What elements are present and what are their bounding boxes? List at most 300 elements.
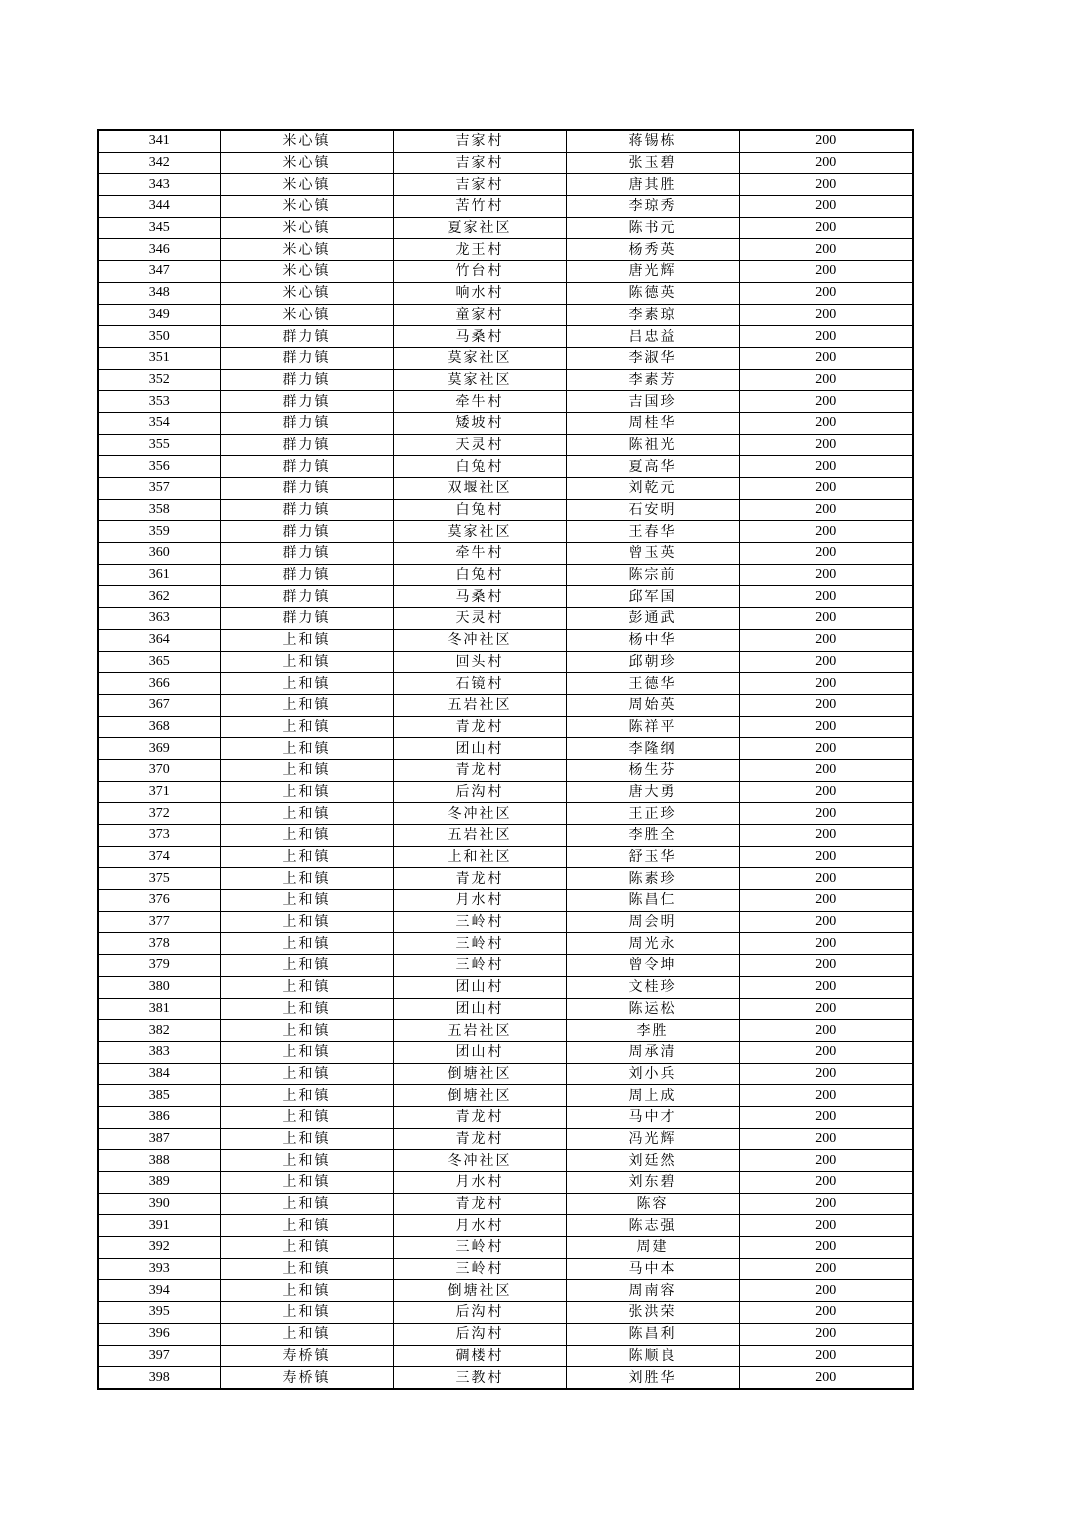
table-row (98, 239, 913, 261)
amount-cell: 200 (739, 1237, 913, 1259)
town-cell: 上和镇 (220, 1172, 393, 1194)
amount-cell: 200 (739, 868, 913, 890)
table-row (98, 1345, 913, 1367)
table-row (98, 933, 913, 955)
serial-number-cell: 392 (98, 1237, 220, 1259)
town-cell: 上和镇 (220, 1085, 393, 1107)
village-cell: 石镜村 (393, 673, 566, 695)
amount-cell: 200 (739, 196, 913, 218)
town-cell: 米心镇 (220, 304, 393, 326)
table-row (98, 1172, 913, 1194)
person-name-cell: 陈祥平 (566, 716, 739, 738)
table-row (98, 130, 913, 152)
amount-cell: 200 (739, 759, 913, 781)
person-name-cell: 马中本 (566, 1258, 739, 1280)
table-row (98, 998, 913, 1020)
person-name-cell: 王春华 (566, 521, 739, 543)
town-cell: 群力镇 (220, 434, 393, 456)
amount-cell: 200 (739, 1345, 913, 1367)
serial-number-cell: 379 (98, 955, 220, 977)
table-row (98, 586, 913, 608)
amount-cell: 200 (739, 261, 913, 283)
town-cell: 群力镇 (220, 456, 393, 478)
village-cell: 后沟村 (393, 1302, 566, 1324)
serial-number-cell: 345 (98, 217, 220, 239)
village-cell: 五岩社区 (393, 1020, 566, 1042)
town-cell: 米心镇 (220, 261, 393, 283)
town-cell: 群力镇 (220, 586, 393, 608)
person-name-cell: 冯光辉 (566, 1128, 739, 1150)
town-cell: 群力镇 (220, 347, 393, 369)
serial-number-cell: 385 (98, 1085, 220, 1107)
table-row (98, 955, 913, 977)
village-cell: 马桑村 (393, 326, 566, 348)
serial-number-cell: 363 (98, 608, 220, 630)
village-cell: 回头村 (393, 651, 566, 673)
person-name-cell: 张玉碧 (566, 152, 739, 174)
town-cell: 上和镇 (220, 911, 393, 933)
town-cell: 上和镇 (220, 998, 393, 1020)
town-cell: 上和镇 (220, 868, 393, 890)
serial-number-cell: 356 (98, 456, 220, 478)
village-cell: 后沟村 (393, 1323, 566, 1345)
person-name-cell: 文桂珍 (566, 976, 739, 998)
town-cell: 上和镇 (220, 955, 393, 977)
person-name-cell: 李淑华 (566, 347, 739, 369)
person-name-cell: 李琼秀 (566, 196, 739, 218)
person-name-cell: 周桂华 (566, 412, 739, 434)
serial-number-cell: 398 (98, 1367, 220, 1389)
table-row (98, 412, 913, 434)
town-cell: 上和镇 (220, 1215, 393, 1237)
amount-cell: 200 (739, 369, 913, 391)
person-name-cell: 周始英 (566, 694, 739, 716)
amount-cell: 200 (739, 1215, 913, 1237)
village-cell: 响水村 (393, 282, 566, 304)
amount-cell: 200 (739, 651, 913, 673)
amount-cell: 200 (739, 174, 913, 196)
amount-cell: 200 (739, 239, 913, 261)
town-cell: 上和镇 (220, 1323, 393, 1345)
person-name-cell: 陈容 (566, 1193, 739, 1215)
serial-number-cell: 342 (98, 152, 220, 174)
town-cell: 群力镇 (220, 326, 393, 348)
town-cell: 上和镇 (220, 781, 393, 803)
table-row (98, 673, 913, 695)
village-cell: 月水村 (393, 1172, 566, 1194)
amount-cell: 200 (739, 1172, 913, 1194)
person-name-cell: 李胜 (566, 1020, 739, 1042)
table-row (98, 347, 913, 369)
serial-number-cell: 377 (98, 911, 220, 933)
person-name-cell: 陈顺良 (566, 1345, 739, 1367)
person-name-cell: 夏高华 (566, 456, 739, 478)
town-cell: 群力镇 (220, 499, 393, 521)
table-row (98, 1237, 913, 1259)
table-row (98, 326, 913, 348)
village-cell: 三岭村 (393, 1258, 566, 1280)
person-name-cell: 陈宗前 (566, 564, 739, 586)
village-cell: 青龙村 (393, 1106, 566, 1128)
village-cell: 青龙村 (393, 1193, 566, 1215)
village-cell: 双堰社区 (393, 478, 566, 500)
table-row (98, 911, 913, 933)
serial-number-cell: 349 (98, 304, 220, 326)
serial-number-cell: 343 (98, 174, 220, 196)
person-name-cell: 刘胜华 (566, 1367, 739, 1389)
serial-number-cell: 372 (98, 803, 220, 825)
table-row (98, 261, 913, 283)
town-cell: 上和镇 (220, 803, 393, 825)
table-row (98, 1085, 913, 1107)
amount-cell: 200 (739, 456, 913, 478)
serial-number-cell: 361 (98, 564, 220, 586)
person-name-cell: 张洪荣 (566, 1302, 739, 1324)
town-cell: 上和镇 (220, 1258, 393, 1280)
table-row (98, 759, 913, 781)
village-cell: 三岭村 (393, 911, 566, 933)
village-cell: 后沟村 (393, 781, 566, 803)
table-row (98, 543, 913, 565)
person-name-cell: 周光永 (566, 933, 739, 955)
person-name-cell: 陈昌利 (566, 1323, 739, 1345)
village-cell: 团山村 (393, 1041, 566, 1063)
table-row (98, 1106, 913, 1128)
serial-number-cell: 352 (98, 369, 220, 391)
village-cell: 青龙村 (393, 759, 566, 781)
table-row (98, 369, 913, 391)
town-cell: 上和镇 (220, 1041, 393, 1063)
village-cell: 冬冲社区 (393, 803, 566, 825)
amount-cell: 200 (739, 543, 913, 565)
amount-cell: 200 (739, 890, 913, 912)
serial-number-cell: 362 (98, 586, 220, 608)
town-cell: 上和镇 (220, 694, 393, 716)
town-cell: 群力镇 (220, 478, 393, 500)
town-cell: 群力镇 (220, 608, 393, 630)
table-row (98, 629, 913, 651)
village-cell: 团山村 (393, 738, 566, 760)
town-cell: 上和镇 (220, 1063, 393, 1085)
person-name-cell: 周建 (566, 1237, 739, 1259)
town-cell: 上和镇 (220, 933, 393, 955)
village-cell: 莫家社区 (393, 521, 566, 543)
amount-cell: 200 (739, 217, 913, 239)
table-body (98, 130, 913, 1389)
serial-number-cell: 358 (98, 499, 220, 521)
town-cell: 寿桥镇 (220, 1367, 393, 1389)
village-cell: 月水村 (393, 890, 566, 912)
serial-number-cell: 351 (98, 347, 220, 369)
amount-cell: 200 (739, 1063, 913, 1085)
town-cell: 上和镇 (220, 1150, 393, 1172)
amount-cell: 200 (739, 825, 913, 847)
village-cell: 青龙村 (393, 716, 566, 738)
table-row (98, 868, 913, 890)
village-cell: 三岭村 (393, 955, 566, 977)
amount-cell: 200 (739, 130, 913, 152)
amount-cell: 200 (739, 391, 913, 413)
serial-number-cell: 389 (98, 1172, 220, 1194)
table-row (98, 608, 913, 630)
serial-number-cell: 341 (98, 130, 220, 152)
serial-number-cell: 390 (98, 1193, 220, 1215)
town-cell: 上和镇 (220, 1020, 393, 1042)
serial-number-cell: 354 (98, 412, 220, 434)
serial-number-cell: 380 (98, 976, 220, 998)
town-cell: 群力镇 (220, 369, 393, 391)
serial-number-cell: 344 (98, 196, 220, 218)
table-row (98, 1041, 913, 1063)
amount-cell: 200 (739, 347, 913, 369)
village-cell: 倒塘社区 (393, 1280, 566, 1302)
town-cell: 群力镇 (220, 391, 393, 413)
person-name-cell: 陈德英 (566, 282, 739, 304)
serial-number-cell: 364 (98, 629, 220, 651)
serial-number-cell: 371 (98, 781, 220, 803)
person-name-cell: 周会明 (566, 911, 739, 933)
town-cell: 上和镇 (220, 846, 393, 868)
amount-cell: 200 (739, 1280, 913, 1302)
serial-number-cell: 395 (98, 1302, 220, 1324)
table-row (98, 1367, 913, 1389)
serial-number-cell: 353 (98, 391, 220, 413)
village-cell: 团山村 (393, 998, 566, 1020)
town-cell: 上和镇 (220, 890, 393, 912)
serial-number-cell: 383 (98, 1041, 220, 1063)
village-cell: 五岩社区 (393, 825, 566, 847)
village-cell: 上和社区 (393, 846, 566, 868)
serial-number-cell: 346 (98, 239, 220, 261)
amount-cell: 200 (739, 152, 913, 174)
town-cell: 米心镇 (220, 239, 393, 261)
village-cell: 三教村 (393, 1367, 566, 1389)
serial-number-cell: 374 (98, 846, 220, 868)
amount-cell: 200 (739, 846, 913, 868)
person-name-cell: 唐大勇 (566, 781, 739, 803)
person-name-cell: 刘廷然 (566, 1150, 739, 1172)
village-cell: 矮坡村 (393, 412, 566, 434)
amount-cell: 200 (739, 911, 913, 933)
village-cell: 团山村 (393, 976, 566, 998)
village-cell: 莫家社区 (393, 347, 566, 369)
village-cell: 龙王村 (393, 239, 566, 261)
person-name-cell: 周上成 (566, 1085, 739, 1107)
table-row (98, 434, 913, 456)
table-row (98, 1302, 913, 1324)
village-cell: 童家村 (393, 304, 566, 326)
table-row (98, 217, 913, 239)
serial-number-cell: 375 (98, 868, 220, 890)
amount-cell: 200 (739, 998, 913, 1020)
person-name-cell: 杨秀英 (566, 239, 739, 261)
village-cell: 碉楼村 (393, 1345, 566, 1367)
person-name-cell: 石安明 (566, 499, 739, 521)
table-row (98, 738, 913, 760)
person-name-cell: 马中才 (566, 1106, 739, 1128)
table-row (98, 1280, 913, 1302)
amount-cell: 200 (739, 608, 913, 630)
village-cell: 三岭村 (393, 1237, 566, 1259)
person-name-cell: 陈昌仁 (566, 890, 739, 912)
amount-cell: 200 (739, 282, 913, 304)
table-row (98, 1193, 913, 1215)
table-row (98, 1215, 913, 1237)
serial-number-cell: 394 (98, 1280, 220, 1302)
table-row (98, 825, 913, 847)
town-cell: 群力镇 (220, 521, 393, 543)
amount-cell: 200 (739, 521, 913, 543)
town-cell: 米心镇 (220, 174, 393, 196)
village-cell: 倒塘社区 (393, 1085, 566, 1107)
serial-number-cell: 348 (98, 282, 220, 304)
village-cell: 白兔村 (393, 499, 566, 521)
person-name-cell: 李素琼 (566, 304, 739, 326)
person-name-cell: 刘东碧 (566, 1172, 739, 1194)
village-cell: 吉家村 (393, 152, 566, 174)
person-name-cell: 杨中华 (566, 629, 739, 651)
village-cell: 牵牛村 (393, 391, 566, 413)
person-name-cell: 唐光辉 (566, 261, 739, 283)
serial-number-cell: 365 (98, 651, 220, 673)
town-cell: 上和镇 (220, 825, 393, 847)
town-cell: 米心镇 (220, 130, 393, 152)
amount-cell: 200 (739, 1258, 913, 1280)
town-cell: 米心镇 (220, 217, 393, 239)
person-name-cell: 陈书元 (566, 217, 739, 239)
serial-number-cell: 378 (98, 933, 220, 955)
town-cell: 上和镇 (220, 738, 393, 760)
person-name-cell: 陈祖光 (566, 434, 739, 456)
town-cell: 群力镇 (220, 412, 393, 434)
table-row (98, 282, 913, 304)
person-name-cell: 吉国珍 (566, 391, 739, 413)
amount-cell: 200 (739, 434, 913, 456)
table-row (98, 564, 913, 586)
amount-cell: 200 (739, 499, 913, 521)
amount-cell: 200 (739, 1128, 913, 1150)
table-row (98, 651, 913, 673)
person-name-cell: 刘乾元 (566, 478, 739, 500)
village-cell: 吉家村 (393, 130, 566, 152)
person-name-cell: 李素芳 (566, 369, 739, 391)
table-row (98, 521, 913, 543)
table-row (98, 976, 913, 998)
serial-number-cell: 382 (98, 1020, 220, 1042)
serial-number-cell: 397 (98, 1345, 220, 1367)
subsidy-list-sheet (97, 129, 912, 1390)
amount-cell: 200 (739, 781, 913, 803)
amount-cell: 200 (739, 1041, 913, 1063)
table-row (98, 1020, 913, 1042)
person-name-cell: 曾令坤 (566, 955, 739, 977)
person-name-cell: 陈志强 (566, 1215, 739, 1237)
amount-cell: 200 (739, 1150, 913, 1172)
person-name-cell: 李隆纲 (566, 738, 739, 760)
serial-number-cell: 370 (98, 759, 220, 781)
person-name-cell: 邱朝珍 (566, 651, 739, 673)
serial-number-cell: 387 (98, 1128, 220, 1150)
amount-cell: 200 (739, 1367, 913, 1389)
serial-number-cell: 393 (98, 1258, 220, 1280)
town-cell: 上和镇 (220, 651, 393, 673)
person-name-cell: 曾玉英 (566, 543, 739, 565)
table-row (98, 196, 913, 218)
amount-cell: 200 (739, 478, 913, 500)
village-cell: 三岭村 (393, 933, 566, 955)
town-cell: 上和镇 (220, 1193, 393, 1215)
serial-number-cell: 347 (98, 261, 220, 283)
town-cell: 上和镇 (220, 976, 393, 998)
village-cell: 竹台村 (393, 261, 566, 283)
table-row (98, 781, 913, 803)
person-name-cell: 李胜全 (566, 825, 739, 847)
village-cell: 牵牛村 (393, 543, 566, 565)
serial-number-cell: 367 (98, 694, 220, 716)
person-name-cell: 吕忠益 (566, 326, 739, 348)
serial-number-cell: 396 (98, 1323, 220, 1345)
village-cell: 五岩社区 (393, 694, 566, 716)
serial-number-cell: 391 (98, 1215, 220, 1237)
person-name-cell: 杨生芬 (566, 759, 739, 781)
amount-cell: 200 (739, 716, 913, 738)
amount-cell: 200 (739, 586, 913, 608)
town-cell: 上和镇 (220, 1128, 393, 1150)
town-cell: 米心镇 (220, 282, 393, 304)
person-name-cell: 王德华 (566, 673, 739, 695)
village-cell: 吉家村 (393, 174, 566, 196)
village-cell: 白兔村 (393, 564, 566, 586)
serial-number-cell: 373 (98, 825, 220, 847)
table-row (98, 391, 913, 413)
table-row (98, 846, 913, 868)
town-cell: 群力镇 (220, 543, 393, 565)
village-cell: 莫家社区 (393, 369, 566, 391)
amount-cell: 200 (739, 803, 913, 825)
village-cell: 冬冲社区 (393, 1150, 566, 1172)
village-cell: 倒塘社区 (393, 1063, 566, 1085)
village-cell: 夏家社区 (393, 217, 566, 239)
village-cell: 天灵村 (393, 434, 566, 456)
amount-cell: 200 (739, 955, 913, 977)
person-name-cell: 周承清 (566, 1041, 739, 1063)
amount-cell: 200 (739, 694, 913, 716)
person-name-cell: 蒋锡栋 (566, 130, 739, 152)
town-cell: 群力镇 (220, 564, 393, 586)
person-name-cell: 邱军国 (566, 586, 739, 608)
person-name-cell: 陈素珍 (566, 868, 739, 890)
amount-cell: 200 (739, 1193, 913, 1215)
amount-cell: 200 (739, 1085, 913, 1107)
serial-number-cell: 355 (98, 434, 220, 456)
amount-cell: 200 (739, 564, 913, 586)
table-row (98, 499, 913, 521)
serial-number-cell: 350 (98, 326, 220, 348)
person-name-cell: 舒玉华 (566, 846, 739, 868)
person-name-cell: 周南容 (566, 1280, 739, 1302)
table-row (98, 716, 913, 738)
amount-cell: 200 (739, 673, 913, 695)
serial-number-cell: 384 (98, 1063, 220, 1085)
table-row (98, 1258, 913, 1280)
table-row (98, 1063, 913, 1085)
serial-number-cell: 388 (98, 1150, 220, 1172)
amount-cell: 200 (739, 629, 913, 651)
serial-number-cell: 357 (98, 478, 220, 500)
amount-cell: 200 (739, 1302, 913, 1324)
person-name-cell: 刘小兵 (566, 1063, 739, 1085)
town-cell: 上和镇 (220, 629, 393, 651)
